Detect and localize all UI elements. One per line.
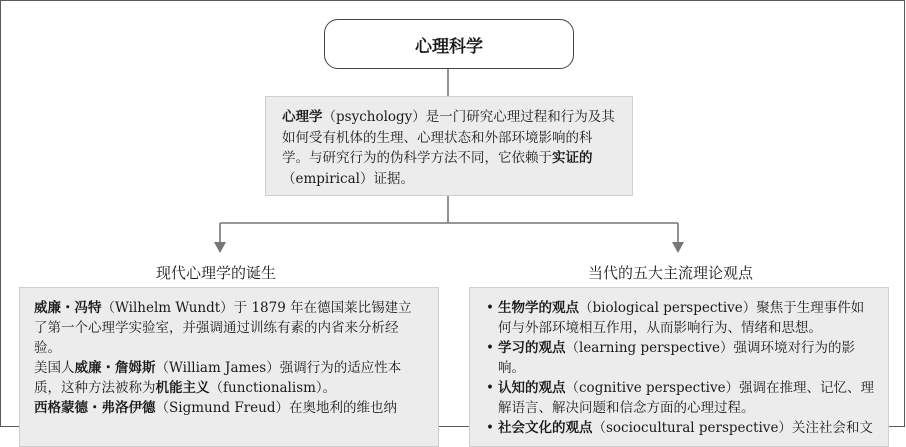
diagram-title: 心理科学: [324, 19, 574, 69]
perspective-name: 认知的观点: [498, 380, 566, 396]
arrow-left-icon: [214, 242, 226, 253]
perspective-name: 生物学的观点: [498, 300, 579, 316]
left-item-freud: [34, 398, 424, 418]
perspective-text: （cognitive perspective）强调在推理、记忆、理解语言、解决问题和信念方面的心理过程。: [498, 380, 875, 416]
definition-box: [265, 96, 633, 196]
list-item: [486, 378, 876, 418]
item-tail: （functionalism）。: [209, 380, 337, 396]
perspective-text: （sociocultural perspective）关注社会和文: [592, 420, 873, 436]
left-branch-panel: [19, 287, 439, 447]
perspective-name: 学习的观点: [498, 340, 566, 356]
definition-term: 心理学: [282, 109, 323, 125]
definition-bold-en: （empirical）: [282, 170, 374, 187]
item-bold: 机能主义: [155, 380, 210, 396]
list-item: [486, 418, 876, 438]
definition-term-en: （psychology）: [322, 109, 426, 125]
perspective-name: 社会文化的观点: [498, 420, 593, 436]
definition-text-end: 证据。: [373, 170, 414, 187]
arrow-right-icon: [672, 242, 684, 253]
person-name: 威廉・冯特: [34, 300, 102, 316]
item-text: （Wilhelm Wundt）于 1879 年在德国莱比锡建立了第一个心理学实验室，并强调通过训练有素的内省来分析经验。: [34, 300, 412, 356]
left-branch-heading: 现代心理学的诞生: [156, 264, 277, 282]
definition-text: 是一门研究心理过程和行为及其如何受有机体的生理、心理状态和外部环境影响的科学。与研究行为的伪科学方法不同，它依赖于: [282, 109, 615, 166]
person-name: 威廉・詹姆斯: [74, 360, 156, 376]
list-item: [486, 338, 876, 378]
item-prefix: 美国人: [34, 360, 75, 376]
definition-bold: 实证的: [552, 150, 593, 166]
item-text: （William James）强调行为的适应性本质，这种方法被称为: [34, 360, 402, 396]
list-item: [486, 298, 876, 338]
item-text: （Sigmund Freud）在奥地利的维也纳: [155, 400, 397, 416]
right-branch-panel: [469, 287, 889, 447]
right-branch-heading: 当代的五大主流理论观点: [588, 264, 754, 282]
left-item-james: [34, 358, 424, 398]
perspective-list: [486, 298, 876, 438]
perspective-text: （biological perspective）聚焦于生理事件如何与外部环境相互作用，从而影响行为、情绪和思想。: [498, 300, 865, 336]
perspective-text: （learning perspective）强调环境对行为的影响。: [498, 340, 856, 376]
person-name: 西格蒙德・弗洛伊德: [34, 400, 156, 416]
left-item-wundt: [34, 298, 424, 358]
